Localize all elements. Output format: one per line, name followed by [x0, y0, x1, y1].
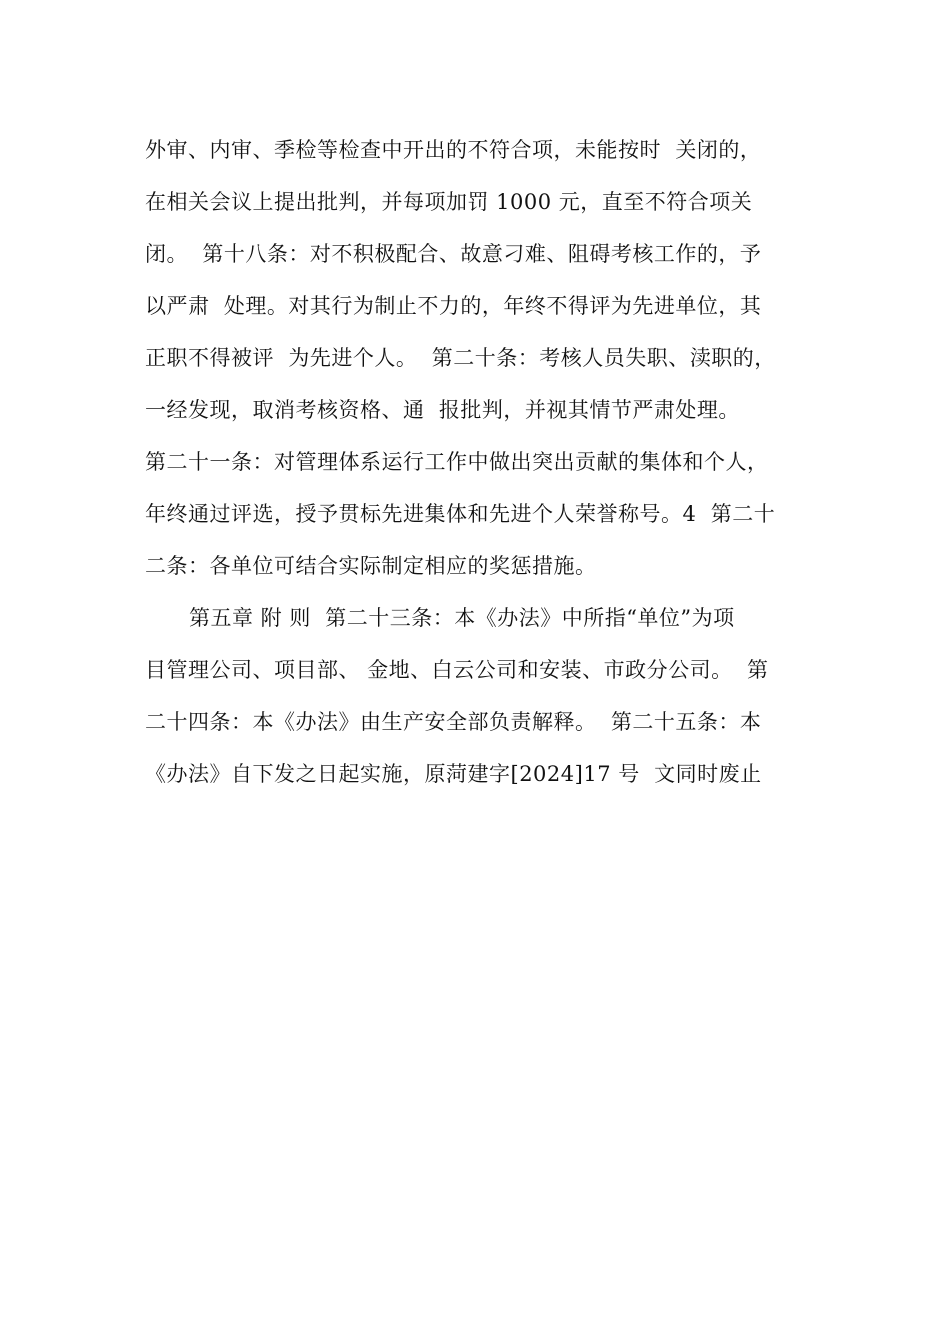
text-line: 闭。 第十八条：对不积极配合、故意刁难、阻碍考核工作的，予 [145, 242, 762, 266]
document-body [145, 128, 825, 804]
text-line: 《办法》自下发之日起实施，原菏建字[2024]17 号 文同时废止 [145, 762, 762, 786]
text-line: 目管理公司、项目部、 金地、白云公司和安装、市政分公司。 第 [145, 658, 769, 682]
text-line: 二条：各单位可结合实际制定相应的奖惩措施。 [145, 554, 597, 578]
chapter-heading-line: 第五章 附 则 第二十三条：本《办法》中所指“单位”为项 [189, 606, 735, 630]
text-line: 在相关会议上提出批判，并每项加罚 1000 元，直至不符合项关 [145, 190, 753, 214]
text-line: 以严肃 处理。对其行为制止不力的，年终不得评为先进单位，其 [145, 294, 762, 318]
text-line: 一经发现，取消考核资格、通 报批判，并视其情节严肃处理。 [145, 398, 740, 422]
text-line: 年终通过评选，授予贯标先进集体和先进个人荣誉称号。4 第二十 [145, 502, 776, 526]
text-line: 正职不得被评 为先进个人。 第二十条：考核人员失职、渎职的， [145, 346, 776, 370]
text-line: 外审、内审、季检等检查中开出的不符合项，未能按时 关闭的， [145, 138, 762, 162]
text-line: 第二十一条：对管理体系运行工作中做出突出贡献的集体和个人， [145, 450, 769, 474]
text-line: 二十四条：本《办法》由生产安全部负责解释。 第二十五条：本 [145, 710, 762, 734]
